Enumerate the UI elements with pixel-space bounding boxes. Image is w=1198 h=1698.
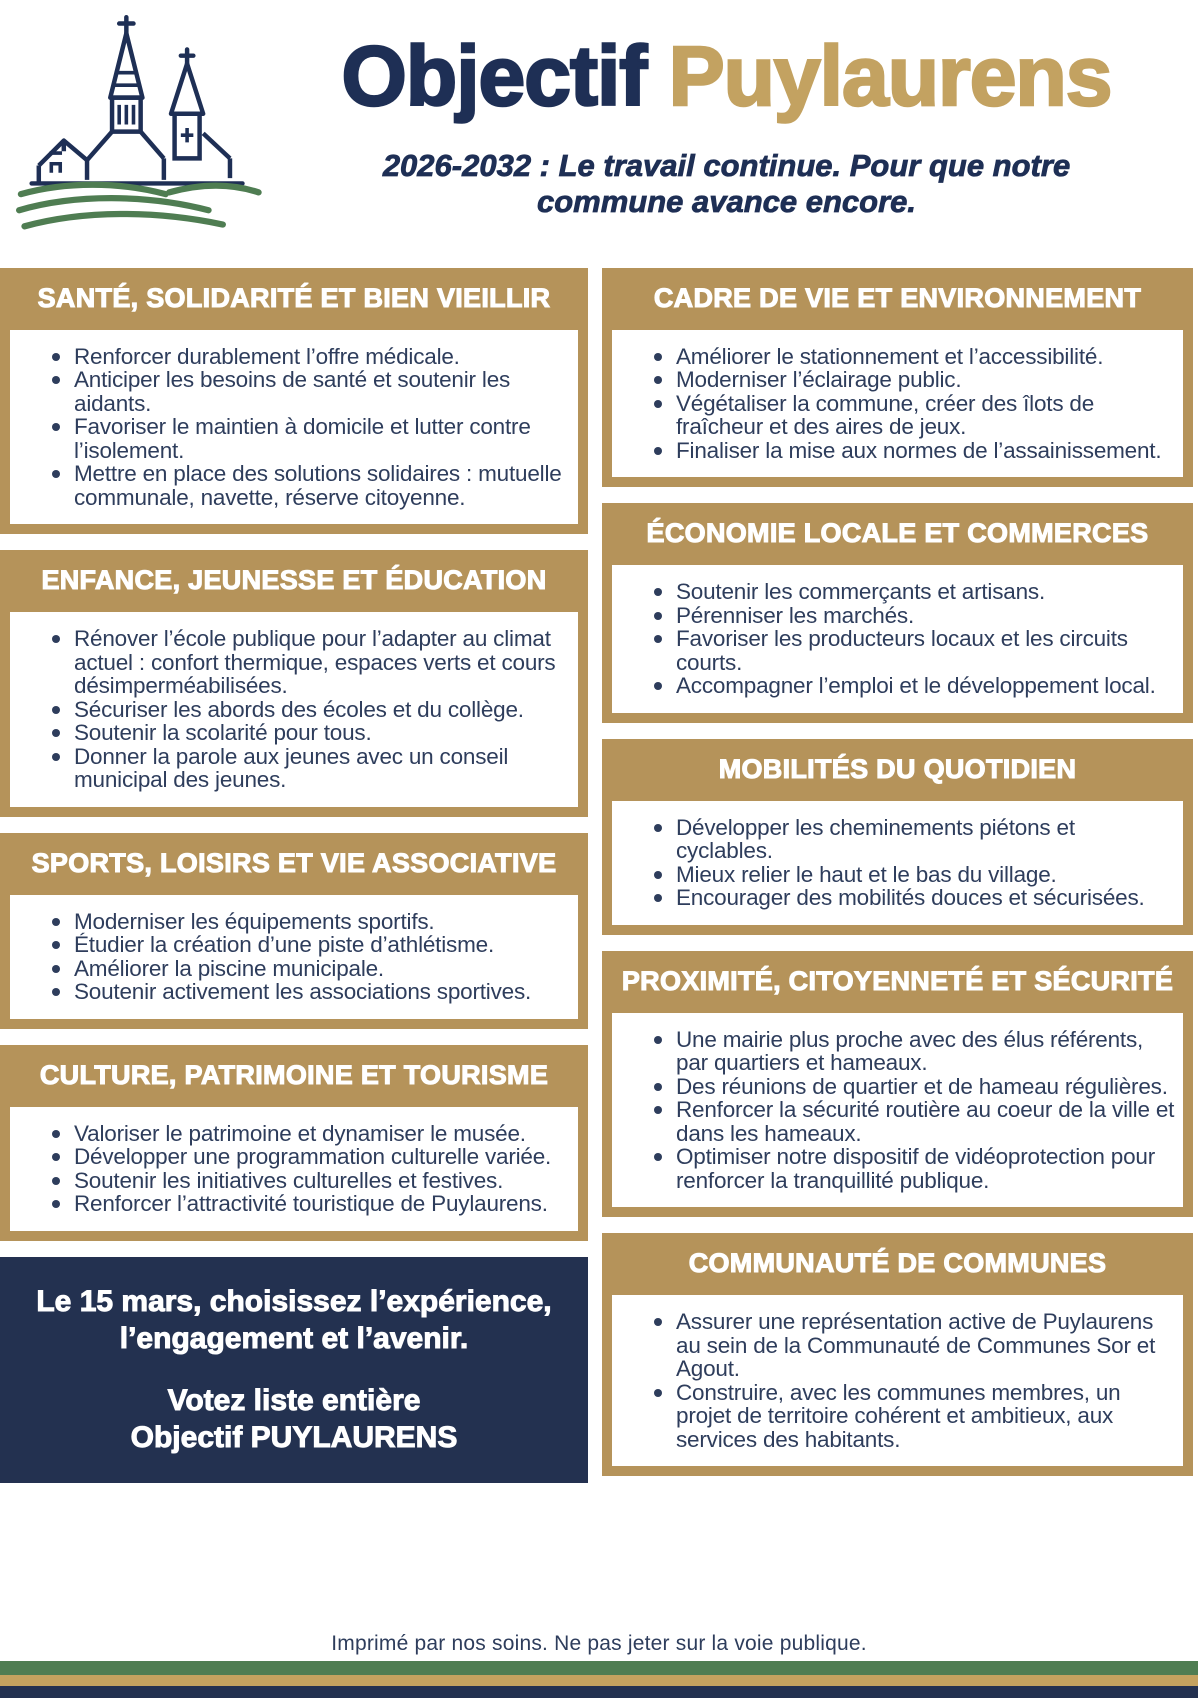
bullet-item: Mettre en place des solutions solidaires : mutuelle communale, navette, réserve citoyenne. (50, 462, 570, 509)
cta-headline: Le 15 mars, choisissez l’expérience, l’engagement et l’avenir. (36, 1284, 552, 1356)
bullet-item: Finaliser la mise aux normes de l’assainissement. (652, 439, 1175, 463)
section-title: CULTURE, PATRIMOINE ET TOURISME (39, 1059, 549, 1090)
bullet-item: Développer les cheminements piétons et cyclables. (652, 816, 1175, 863)
bullet-item: Accompagner l’emploi et le développement local. (652, 674, 1175, 698)
section-title: PROXIMITÉ, CITOYENNETÉ ET SÉCURITÉ (621, 965, 1174, 996)
section-body (612, 1295, 1183, 1466)
footer-stripe-green (0, 1661, 1198, 1675)
bullet-item: Assurer une représentation active de Puylaurens au sein de la Communauté de Communes Sor et Agout. (652, 1310, 1175, 1381)
bullet-item: Optimiser notre dispositif de vidéoprotection pour renforcer la tranquillité publique. (652, 1145, 1175, 1192)
bullet-item: Renforcer durablement l’offre médicale. (50, 345, 570, 369)
policy-section (602, 739, 1193, 935)
section-body (612, 330, 1183, 478)
bullet-item: Améliorer la piscine municipale. (50, 957, 570, 981)
bullet-item: Pérenniser les marchés. (652, 604, 1175, 628)
bullet-item: Renforcer l’attractivité touristique de Puylaurens. (50, 1192, 570, 1216)
bullet-item: Encourager des mobilités douces et sécurisées. (652, 886, 1175, 910)
section-body (10, 330, 578, 525)
bullet-item: Végétaliser la commune, créer des îlots de fraîcheur et des aires de jeux. (652, 392, 1175, 439)
bullet-item: Donner la parole aux jeunes avec un conseil municipal des jeunes. (50, 745, 570, 792)
bullet-list (26, 1122, 570, 1216)
left-column (0, 268, 588, 1483)
bullet-list (628, 1310, 1175, 1451)
page-title (285, 29, 1168, 123)
policy-section (602, 268, 1193, 487)
bullet-item: Moderniser l’éclairage public. (652, 368, 1175, 392)
bullet-item: Favoriser le maintien à domicile et lutter contre l’isolement. (50, 415, 570, 462)
policy-section (0, 550, 588, 816)
bullet-item: Sécuriser les abords des écoles et du collège. (50, 698, 570, 722)
content-columns (0, 268, 1198, 1483)
policy-section (0, 833, 588, 1029)
bullet-item: Soutenir la scolarité pour tous. (50, 721, 570, 745)
policy-section (0, 1045, 588, 1241)
bullet-list (628, 580, 1175, 698)
bullet-list (628, 1028, 1175, 1193)
header-text (285, 0, 1198, 244)
cta-vote-line: Votez liste entière (167, 1383, 421, 1417)
bullet-list (628, 345, 1175, 463)
policy-section (602, 951, 1193, 1217)
section-title: CADRE DE VIE ET ENVIRONNEMENT (653, 283, 1142, 313)
section-body (10, 895, 578, 1019)
bullet-item: Soutenir les commerçants et artisans. (652, 580, 1175, 604)
footer-stripe-navy (0, 1686, 1198, 1698)
title-objectif: Objectif (341, 29, 647, 123)
title-puylaurens: Puylaurens (668, 29, 1112, 123)
bullet-item: Des réunions de quartier et de hameau régulières. (652, 1075, 1175, 1099)
section-title: COMMUNAUTÉ DE COMMUNES (688, 1248, 1107, 1279)
bullet-list (26, 910, 570, 1004)
header (0, 0, 1198, 244)
bullet-item: Améliorer le stationnement et l’accessibilité. (652, 345, 1175, 369)
section-title: ENFANCE, JEUNESSE ET ÉDUCATION (41, 565, 547, 596)
bullet-item: Favoriser les producteurs locaux et les circuits courts. (652, 627, 1175, 674)
policy-section (602, 1233, 1193, 1476)
bullet-item: Anticiper les besoins de santé et soutenir les aidants. (50, 368, 570, 415)
village-church-logo (0, 0, 285, 244)
bullet-item: Mieux relier le haut et le bas du village. (652, 863, 1175, 887)
legal-print-notice: Imprimé par nos soins. Ne pas jeter sur la voie publique. (331, 1632, 867, 1655)
vote-cta-box (0, 1257, 588, 1483)
bullet-item: Développer une programmation culturelle variée. (50, 1145, 570, 1169)
bullet-item: Construire, avec les communes membres, un projet de territoire cohérent et ambitieux, aux services des habitants. (652, 1381, 1175, 1452)
section-title: MOBILITÉS DU QUOTIDIEN (718, 753, 1077, 784)
section-body (612, 801, 1183, 925)
bullet-item: Moderniser les équipements sportifs. (50, 910, 570, 934)
bullet-item: Soutenir activement les associations sportives. (50, 980, 570, 1004)
section-title: SPORTS, LOISIRS ET VIE ASSOCIATIVE (31, 847, 557, 878)
policy-section (0, 268, 588, 534)
bullet-item: Étudier la création d’une piste d’athlétisme. (50, 933, 570, 957)
section-body (612, 565, 1183, 713)
bullet-list (628, 816, 1175, 910)
footer-stripe-gold (0, 1675, 1198, 1686)
policy-section (602, 503, 1193, 722)
right-column (602, 268, 1193, 1483)
village-church-logo-drawing (12, 6, 280, 234)
bullet-list (26, 627, 570, 792)
section-body (10, 612, 578, 807)
section-title: SANTÉ, SOLIDARITÉ ET BIEN VIEILLIR (37, 283, 551, 313)
campaign-slogan: 2026-2032 : Le travail continue. Pour que notre commune avance encore. (382, 148, 1071, 219)
section-body (10, 1107, 578, 1231)
section-body (612, 1013, 1183, 1208)
section-title: ÉCONOMIE LOCALE ET COMMERCES (646, 518, 1149, 549)
bullet-list (26, 345, 570, 510)
bullet-item: Rénover l’école publique pour l’adapter au climat actuel : confort thermique, espaces verts et cours désimperméabilisées. (50, 627, 570, 698)
bullet-item: Soutenir les initiatives culturelles et festives. (50, 1169, 570, 1193)
bullet-item: Valoriser le patrimoine et dynamiser le musée. (50, 1122, 570, 1146)
bullet-item: Une mairie plus proche avec des élus référents, par quartiers et hameaux. (652, 1028, 1175, 1075)
bullet-item: Renforcer la sécurité routière au coeur de la ville et dans les hameaux. (652, 1098, 1175, 1145)
cta-list-name: Objectif PUYLAURENS (130, 1421, 458, 1455)
